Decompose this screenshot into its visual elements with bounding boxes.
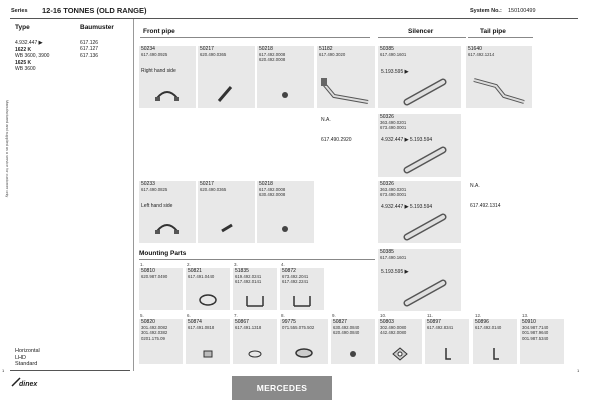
clamp-icon [154, 219, 180, 237]
part-number: 50810 [141, 268, 155, 274]
part-number: 50385 [380, 46, 394, 52]
part-ref: 630.492.0840 620.490.0840 [333, 325, 360, 336]
type-heading: Type [15, 24, 30, 31]
item-index: 4. [281, 262, 285, 267]
na-note: N.A. [321, 117, 331, 123]
part-card[interactable] [139, 319, 183, 364]
type-line: 1625 K [15, 59, 32, 66]
part-ref: 617.492.8341 [427, 325, 454, 331]
logo-mark-icon [10, 376, 40, 388]
part-card[interactable] [425, 319, 469, 364]
part-card[interactable] [233, 268, 277, 310]
part-ref: 071.555.075.502 [282, 325, 315, 331]
tail-pipe-heading: Tail pipe [480, 28, 506, 35]
nut-icon [347, 349, 359, 359]
part-ref: 617.492.0008 630.492.0008 [259, 187, 286, 198]
silencer-ref: 4.932.447 ▶ 5.193.594 [381, 204, 433, 210]
hanger-icon [491, 347, 501, 361]
part-card[interactable] [378, 114, 461, 177]
config-line: Horizontal [15, 348, 40, 354]
part-card[interactable] [378, 249, 461, 311]
config-line: Standard [15, 361, 38, 368]
silencer-ref: 4.932.447 ▶ 5.193.594 [381, 137, 433, 143]
left-hand-side-note: Left hand side [141, 203, 173, 209]
part-number: 51835 [235, 268, 249, 274]
part-ref: 620.490.0365 [200, 52, 227, 58]
system-number: 150100499 [508, 8, 536, 14]
baumuster-list [80, 40, 98, 59]
part-ref: 617.492.0008 620.492.0008 [259, 52, 286, 63]
header-rule [10, 18, 578, 19]
mounting-parts-heading: Mounting Parts [139, 250, 187, 257]
flange-icon [392, 347, 408, 361]
right-hand-side-note: Right hand side [141, 68, 176, 74]
part-number: 50218 [259, 181, 273, 187]
na-code: 617.490.2920 [321, 137, 352, 143]
part-ref: 617.492.0140 [475, 325, 502, 331]
type-line: 4.932.447 [15, 40, 38, 46]
front-pipe-icon [320, 74, 372, 106]
arrow-icon: ▶ [38, 40, 43, 46]
baumuster-heading: Baumuster [80, 24, 114, 31]
silencer-ref: 5.193.595 ▶ [381, 269, 409, 275]
part-number: 51182 [319, 46, 333, 52]
part-card[interactable] [520, 319, 564, 364]
part-number: 99775 [282, 319, 296, 325]
part-ref: 617.492.1214 [468, 52, 495, 58]
baumuster-item: 617.136 [80, 52, 99, 59]
tail-pipe-rule [468, 37, 533, 38]
part-number: 50233 [141, 181, 155, 187]
part-ref: 617.490.1601 [380, 52, 407, 58]
nut-icon [281, 225, 289, 233]
silencer-icon [403, 279, 447, 307]
part-ref: 617.491.1318 [235, 325, 262, 331]
part-card[interactable] [280, 319, 328, 364]
silencer-icon [403, 146, 447, 174]
item-index: 9. [332, 313, 336, 318]
part-number: 50218 [259, 46, 273, 52]
dinex-logo [10, 376, 40, 388]
na-note: N.A. [470, 183, 480, 189]
part-card[interactable] [233, 319, 277, 364]
page-marker-left: 1 [2, 368, 5, 373]
part-ref: 617.491.0440 [188, 274, 215, 280]
item-index: 8. [281, 313, 285, 318]
arrow-icon: ▶ [404, 69, 409, 75]
series-label: Series [11, 8, 28, 14]
arrow-icon: ▶ [404, 137, 409, 143]
part-card[interactable] [186, 319, 230, 364]
part-number: 50820 [141, 319, 155, 325]
part-card[interactable] [378, 46, 461, 108]
part-card[interactable] [473, 319, 517, 364]
part-card[interactable] [317, 46, 375, 108]
part-card[interactable] [257, 181, 314, 243]
baumuster-item: 617.127 [80, 46, 99, 53]
series-title: 12-16 TONNES (OLD RANGE) [42, 6, 147, 15]
clamp-ring-icon [294, 347, 314, 359]
part-card[interactable] [198, 181, 255, 243]
clamp-ring-icon [198, 292, 218, 306]
page-marker-right: 1 [577, 368, 580, 373]
silencer-icon [403, 78, 447, 106]
item-index: 1. [140, 262, 144, 267]
column-divider [133, 19, 134, 371]
part-number: 50234 [141, 46, 155, 52]
front-pipe-rule [140, 37, 370, 38]
baumuster-item: 617.126 [80, 40, 99, 46]
type-line: WB 3600, 3900 [15, 53, 50, 60]
silencer-ref: 5.193.595 ▶ [381, 69, 409, 75]
svg-text:dinex: dinex [19, 381, 38, 388]
part-number: 50385 [380, 249, 394, 255]
left-footer-rule [10, 370, 130, 371]
part-card[interactable] [378, 319, 422, 364]
tail-pipe-icon [470, 72, 528, 106]
part-ref: 617.490.0925 [141, 52, 168, 58]
part-card[interactable] [139, 268, 183, 310]
nut-icon [281, 91, 289, 99]
item-index: 3. [234, 262, 238, 267]
bolt-icon [216, 84, 234, 104]
type-line: WB 3600 [15, 66, 36, 73]
part-ref: 619.492.0241 617.492.0141 [235, 274, 262, 285]
bolt-icon [220, 223, 234, 233]
silencer-heading: Silencer [408, 28, 434, 35]
config-list [15, 348, 40, 368]
part-number: 50217 [200, 46, 214, 52]
part-card[interactable] [378, 181, 461, 243]
part-number: 50867 [235, 319, 249, 325]
na-code: 617.492.1314 [470, 203, 501, 209]
silencer-rule [378, 37, 466, 38]
silencer-icon [403, 213, 447, 241]
part-ref: 617.491.0818 [188, 325, 215, 331]
part-card[interactable] [466, 46, 532, 108]
part-ref: 301.492.0082 301.492.0382 0201.175.09 [141, 325, 168, 341]
part-card[interactable] [280, 268, 324, 310]
part-number: 50326 [380, 114, 394, 120]
item-index: 12. [475, 313, 482, 318]
part-ref: 617.490.3020 [319, 52, 346, 58]
bushing-icon [202, 349, 214, 359]
part-ref: 302.490.0080 442.492.0080 [380, 325, 407, 336]
part-number: 50821 [188, 268, 202, 274]
config-line: LHD [15, 354, 27, 361]
part-ref: 363.490.0201 673.490.0001 [380, 120, 407, 131]
system-label: System No.: [470, 8, 502, 14]
arrow-icon: ▶ [404, 204, 409, 210]
type-list [15, 40, 49, 73]
item-index: 13. [522, 313, 529, 318]
item-index: 10. [380, 313, 387, 318]
part-number: 50874 [188, 319, 202, 325]
brand-name: MERCEDES [256, 383, 308, 393]
part-number: 51640 [468, 46, 482, 52]
part-ref: 617.490.1601 [380, 255, 407, 261]
part-number: 50827 [333, 319, 347, 325]
part-ref: 304.987.7140 001.987.9640 001.987.5340 [522, 325, 549, 341]
mounting-parts-rule [139, 259, 375, 260]
bracket-icon [245, 294, 265, 308]
part-ref: 620.987.0490 [141, 274, 168, 280]
part-ref: 617.490.0825 [141, 187, 168, 193]
part-number: 50897 [427, 319, 441, 325]
part-ref: 673.492.2041 617.492.2241 [282, 274, 309, 285]
part-ref: 363.490.0201 673.490.0001 [380, 187, 407, 198]
part-card[interactable] [139, 46, 196, 108]
part-card[interactable] [139, 181, 196, 243]
clamp-icon [154, 86, 180, 104]
item-index: 2. [187, 262, 191, 267]
hanger-icon [443, 347, 453, 361]
side-disclaimer: Manufactured and supplied as a service for customer only [5, 100, 9, 198]
part-number: 50326 [380, 181, 394, 187]
part-number: 50217 [200, 181, 214, 187]
brand-banner [232, 376, 332, 400]
front-pipe-heading: Front pipe [143, 28, 175, 35]
bracket-icon [292, 294, 312, 308]
type-line: 1622 K [15, 46, 32, 53]
item-index: 11. [427, 313, 433, 318]
item-index: 5. [140, 313, 144, 318]
part-ref: 620.490.0365 [200, 187, 227, 193]
arrow-icon: ▶ [404, 269, 409, 275]
part-card[interactable] [257, 46, 314, 108]
item-index: 6. [187, 313, 191, 318]
part-number: 50910 [522, 319, 536, 325]
part-card[interactable] [186, 268, 230, 310]
item-index: 7. [234, 313, 238, 318]
part-number: 50896 [475, 319, 489, 325]
part-number: 50803 [380, 319, 394, 325]
part-number: 50872 [282, 268, 296, 274]
gasket-icon [247, 349, 263, 359]
part-card[interactable] [331, 319, 375, 364]
part-card[interactable] [198, 46, 255, 108]
